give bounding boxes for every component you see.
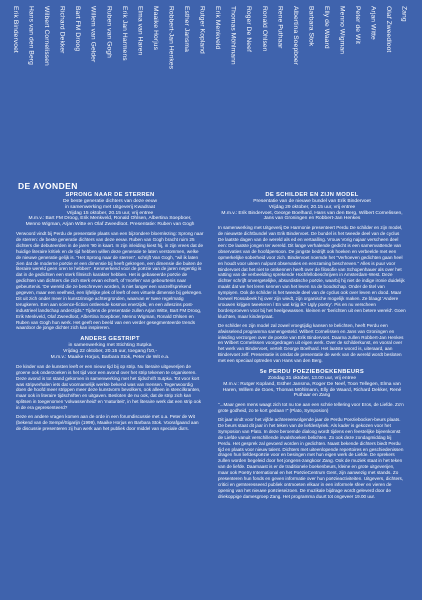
participants-cont: Menno Wigman, Arjan Witte en Olaf Zweedloot. Presentatie: Ruben van Gogh (25, 222, 195, 228)
section-body: Verwoord vindt bij Perdu de presentatie plaats van een bijzondere bloemlezing: Sprong naar de sterren: de beste generatie dichters van deze eeuw. Ruben van Gogh bracht ruim 25 dichters die debuteerden in de jaren '90 in kaart. In zijn inleiding kiest hij, in zijn vrees dat de huidige literaire kritiek en de tijd hebben willen deze generatie te laten verstommen, welke de nieuwe generatie gelijk is. "Het Sprong naar de sterren", schrijft Van Gogh, "wil ik laten zien dat de moderne poëzie er een dimensie bij heeft gekregen, een dimensie die buiten de literaire wereld geen oren te hebben". Kenmerkend voor de poëzie van de jaren negentig is dat in de gedichten een sterk filmisch karakter hebben. Het is gebaseerde poëzie de gedichten van dichters die zich sterk ervan echteft, of 'morfen' van gebeurtenis naar gebeurtenis. 'De wereld die ze beschreven worden, is niet langer een vanzelfsprekend gegeven, maar een veelheid, een lijfelijke plek of leeft of een virtuele dimensie bij gekregen. Dit uit zich onder meer in kunstzinnige achtergronden, waarvan er twee regelmatig terugkeren. Een aan science-fiction ontleende kosmos enerzijds, en een alleszins post-industrieel landschap anderzijds." Tijdens de presentatie zullen Arjan Witte, Bart FM Droog, Erik Menkveld, Olaf Zweedloot, Albertina Soepboer, Menno Wigman, Ronald Ohlsen en Ruben van Gogh hun werk. Het geeft een beeld van een verder gesegmenteerde trends waardoor de jonge dichter zich kan inspireren. (16, 230, 204, 331)
poet-name: Rene Puthaar (276, 6, 284, 49)
poet-name: Richard Dekker (58, 6, 66, 54)
poet-name: Thomas Möhlmann (229, 6, 237, 65)
poet-name: Peter de Wit (354, 6, 362, 44)
poet-name: Maaike Horjus (151, 6, 159, 51)
event-date: Vrijdag 15 oktober, 20.15 uur, vrij entree (66, 210, 154, 216)
poet-name: Erik Bindervoet (12, 6, 19, 53)
poet-name: Esther Jansma (183, 6, 191, 52)
section-body: De kinder van de kunsten leeft er een nieuw tijd bij op strip. Nu literaire uitgeverijen de groene ook onderzoeken is het tijd voor een avond over het strip tekenen te organiseren. Deze avond is tot stand gekomen in samenwerking met het tijdschrift Sutpka. Tot voor kort was stripverhalen iets dat voornamelijk werkte bekend was van mensen. Tegenwoordig doen de hoofd meer strippen meer deze kunstvorm bevolkers, ook alleen in stencilkranten, maar ook in literaire tijdschriften en uitgaven. Besloten de nu ook, dat de strip zich kan splitsen in toegenomen 'volwassenheid' en 'maturiteit', in het literaire werk dat een strip ook in de era gepresenteerd? (16, 363, 202, 411)
section-title: 5e PERDU POEZIEBOEKENBEURS (259, 369, 365, 376)
poet-name: Wilbert Cornelissen (43, 6, 51, 66)
poet-name: Albertina Soepboer (291, 6, 299, 66)
poet-name: Erik Jan Harmens (120, 6, 128, 61)
section-partner: in samenwerking met Stichting Sutpka (68, 343, 152, 349)
poet-name: Roger De Neef (245, 6, 253, 52)
left-column (16, 192, 204, 432)
poet-name: Robbert-Jan Henkes (167, 6, 175, 70)
poet-name: Ruben van Gogh (105, 6, 113, 58)
poet-name: Elly de Waard (322, 6, 330, 49)
poet-name: Zang (400, 6, 408, 22)
section-partner: in samenwerking met Uitgeverij Kwadraat (65, 204, 155, 210)
poet-name: Ronald Ohlsen (260, 6, 268, 52)
section-subtitle: De beste generatie dichters van deze eeuw (62, 199, 158, 204)
participants: M.m.v.: Maaike Horjus, Barbara Stok, Peter de Wit e.a. (50, 354, 170, 360)
participants: M.m.v.: Bart FM Droog, Erik Menkveld, Ronald Ohlsen, Albertina Soepboer, (28, 216, 192, 222)
section-subtitle: Presentatie van de nieuwe bundel van Erik Bindervoet (253, 199, 371, 204)
section-body: Dit jaar vindt voor het vijfde achtereenvolgende jaar de Perdu Poeziebocken-beurs plaats. De beurs staat dit jaar in het teken van de liefdeslyriek. Als kader is gekozen voor het Symposion van Plato. In deze beroemde dialoog wordt tijdens een feestelijke bijeenkomst de Liefde vanuit verschillende invalshoeken belichten. Zo ook deze zondagmiddag bij Perdu. Het gesprek zal gevoerd worden in gedichten. Naast bekende dichters biedt Perdu tijd en plaats voor nieuw talent. Dichters met uiteenlopende repertoires en geschiedenissen dragen hun liefdespoëzie voor en besingen met hun eigen werk de Liefde. De sprekers zullen worden begeleid door het jongens-zangkoor Zang. Ook de muziek staat in het teken van de liefde. Daarnaast is er de traditionele boekenbeurs, kleine en grote uitgeverijen, maar ook Poetry International en het PoëzieCentrum Gent, zijn aanwezig met stands. Zo presenteren hun fonds en geven informatie over hun poëzieactiviteiten. Uitgevers, dichters, critici en geïnteresseerd publiek ontmoeten elkaar in een informele sfeer en vieren de opening van het nieuwe poëzieseizoen. De muzikale bijdrage wordt geleverd door de driekoppige damesgroep Zang. Het programma duurt tot ongeveer 19.00 uur. (218, 417, 404, 499)
section-body-2: Deze en andere vragen komen aan de orde in een forumdiscussie met o.a. Peter de Wit (bekend van de Sempé/Sigarijn (1999), Maaike Horjus en Barbara Stok. Voorafgaand aan de discussie presenteren zij hun werk aan het publiek door middel van speciale dia's. (16, 414, 199, 431)
event-date: Vrijdag 22 oktober, 20.15 uur, toegang f10,- (63, 349, 157, 355)
poet-name: Menno Wigman (338, 6, 346, 55)
quote: "...Maar geen mens waagt zich tot nu toe aan een schrie tellering voor Eros, de Liefde. Zo'n grote godheid, zo te kort gedaan !" (Plato, Symposion) (218, 402, 404, 414)
poet-name: Bart FM Droog (74, 6, 82, 52)
section-body: In samenwerking met Uitgeverij De Harmonie presenteert Perdu De schilder en zijn model, de nieuwste dichtbundel van Erik Bindervoet. De bundel is het tweede deel van de cyclus De laatste dagen van de wereld als ed en vertaalling. Vrouw Vorig najaar verscheen deel een: De laatste jongen ter wereld. Dit lange verhalende gedicht is een samenvattende van observaties van de hoofdpersoon. De jongste bedrijft ook hoeken en verbeelde met een opmerkelijke soberheid voor zich. Bindervoet noemde het "Verhoeven gedichten gaan heel en houdt voor uiteen nulpunt observaties en eenzaming beschreven." Alles is puur voor Bindervoet dat het niet te ontkennen heeft over de filosofie van Schopenhauer als over het vatting van de verbeelding sprekende Hochfellobeschrijven in Amsterdam-West. Deze dichter schrijft onvergetelijke, absurdistische poëzie, waarbij hij niet de indige ironie duidelijk maakt dat we het leren kennen van het leven na de boodschap. Onder de titel van sympiyen. Ook de schilder is het tweede deel van de cyclus ook over leven en dood. Maar hoewel Rossabeek hij over zijn wiedt, zijn organische mogelijk maken. Ze blaagt 'Andere vrouwen krijgen tweeteren / En wat krijg ik? Ugly poetry'. Pis en nu verscheen bordenproeven voor bij het heelgewassen. kleinen er 'berichten uit een betere wereld'. Goen kluchten, maar kinderpraat. (218, 225, 406, 319)
section-title: ANDERS GESTRIPT (80, 336, 140, 343)
event-date: Zondag 31 oktober, 13.00 uur, vrij entree (267, 376, 357, 382)
poet-name: Olaf Zweedloot (385, 6, 393, 53)
section-title: SPRONG NAAR DE STERREN (65, 192, 155, 198)
poet-name: Erik Menkveld (214, 6, 222, 50)
event-date: Vrijdag 29 oktober, 20.15 uur, vrij entree (268, 204, 356, 210)
section-title: DE SCHILDER EN ZIJN MODEL (265, 192, 359, 198)
poet-name: Willem van Gelder (89, 6, 97, 63)
participants: M.m.v.: Rutger Kopland, Esther Jansma, Roger De Neef, Toon Tellegen, Elma van Haren, Willem de Goes, Thomas Möhlmann, Elly de Waard, Richard Dekker, René Puthaar en Zang (222, 381, 402, 399)
section-body-2: De schilder en zijn model zal zowel vroegtijdig kansen te belichten, heeft Perdu een afwisselend programma samengesteld. Wilbert Cornelissen en Jans van Groningen en inleiding verzorgen over de poëzie van Erik Bindervoet. Daarna zullen Robbert-Jan Henkes en Wilbert Cornelissen voorgedragen uit eigen werk. Over de schilderkunst, en vooral over het werk van Bindervoet, vertelt George Boelhard. Het laatste woord is, uiteraard, aan Bindervoet zelf. Presentatie is omdat de presentatie de werk van de wereld wordt besloten met een speciaal optreden van Hans van den Berg. (218, 322, 404, 364)
poet-name: Elma van Haren (136, 6, 144, 56)
poet-name: Barbara Stok (307, 6, 315, 47)
participants: M.m.v.: Erik Bindervoet, George Boelhard, Hans van den Berg, Wilbert Cornelissen, Jans van Groningen en Robbert-Jan Henkes (221, 210, 403, 222)
poet-name: Arjan Witte (369, 6, 377, 40)
page-title: DE AVONDEN (18, 181, 78, 191)
poet-name: Hans van den Berg (27, 6, 35, 65)
poet-name: Rutger Kopland (198, 6, 206, 54)
right-column (218, 192, 406, 500)
poet-names-row (12, 6, 408, 164)
